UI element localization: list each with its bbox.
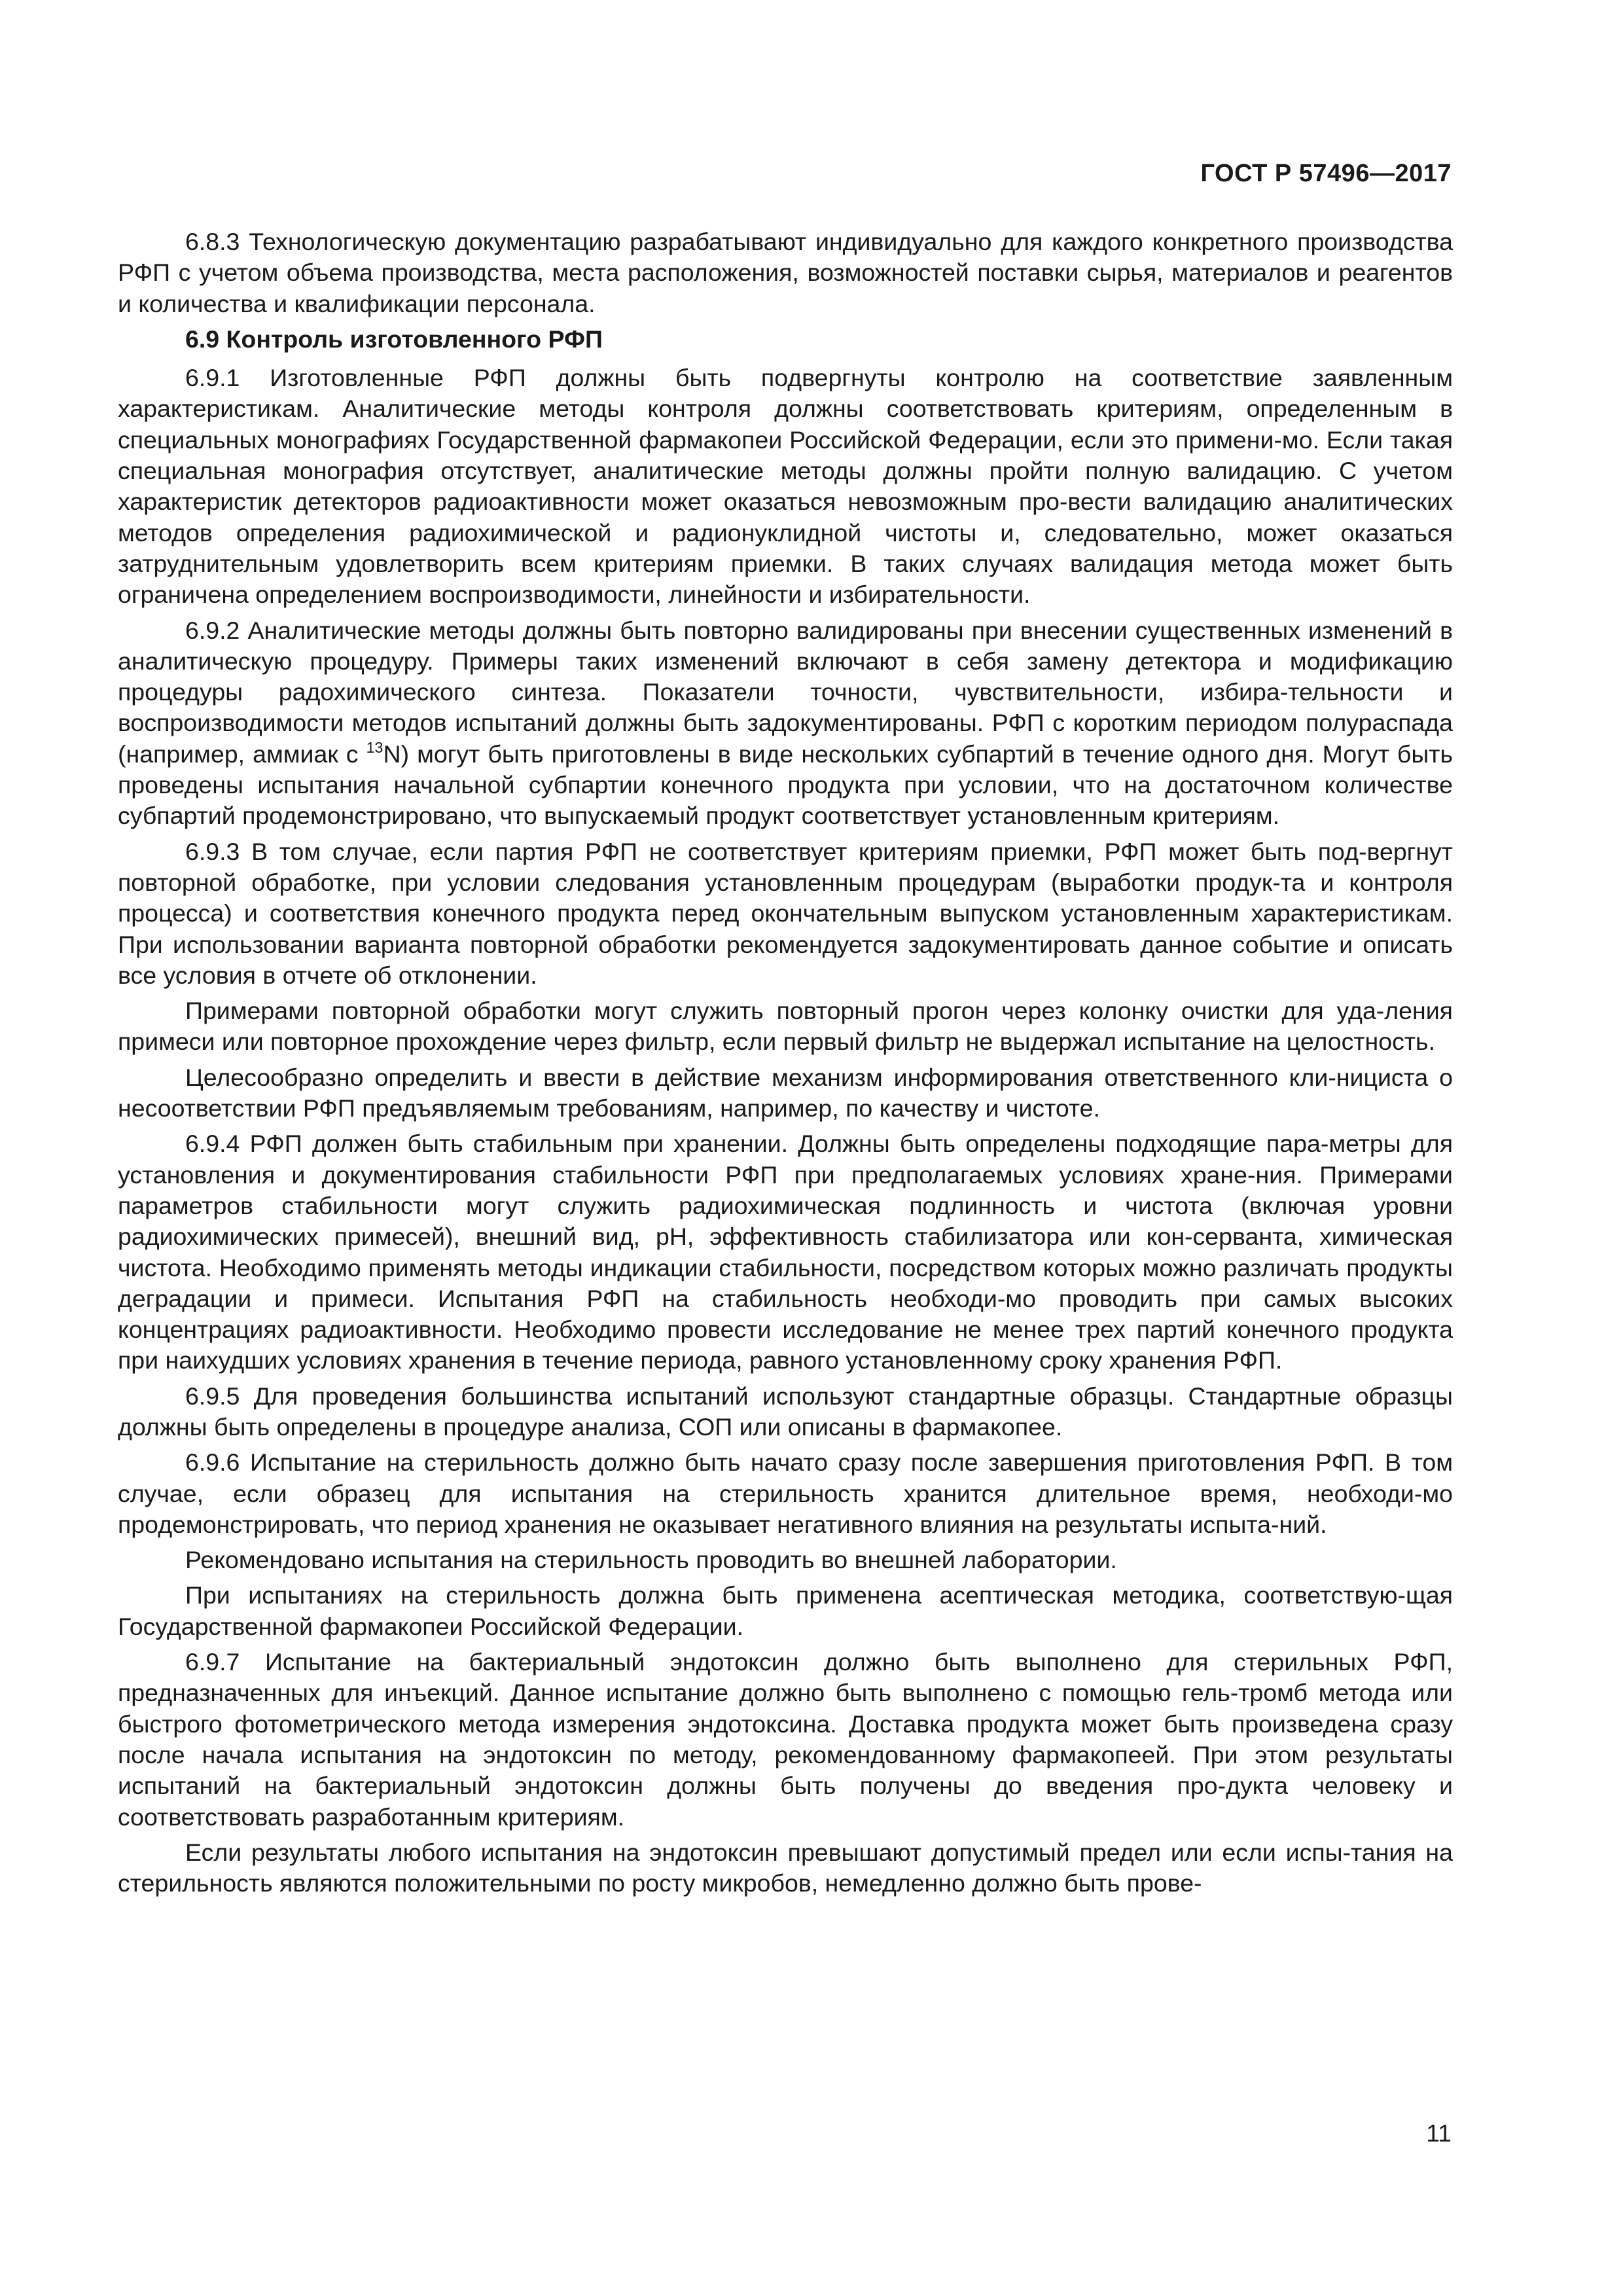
paragraph-6-9-4: 6.9.4 РФП должен быть стабильным при хранении. Должны быть определены подходящие пара-метры для установления и документирования стабильности РФП при предполагаемых условиях хране-ния. Примерами параметров стабильности могут служить радиохимическая подлинность и чистота (включая уровни радиохимических примесей), внешний вид, pH, эффективность стабилизатора или кон-серванта, химическая чистота. Необходимо применять методы индикации стабильности, посредством которых можно различать продукты деградации и примеси. Испытания РФП на стабильность необходи-мо проводить при самых высоких концентрациях радиоактивности. Необходимо провести исследование не менее трех партий конечного продукта при наихудших условиях хранения в течение периода, равного установленному сроку хранения РФП. [118,1130,1453,1374]
paragraph-inform-clinician: Целесообразно определить и ввести в действие механизм информирования ответственного кли-нициста о несоответствии РФП предъявляемым требованиям, например, по качеству и чистоте. [118,1063,1453,1122]
paragraph-6-8-3: 6.8.3 Технологическую документацию разрабатывают индивидуально для каждого конкретного производства РФП с учетом объема производства, места расположения, возможностей поставки сырья, материалов и реагентов и количества и квалификации персонала. [118,228,1453,317]
paragraph-6-9-6: 6.9.6 Испытание на стерильность должно быть начато сразу после завершения приготовления РФП. В том случае, если образец для испытания на стерильность хранится длительное время, необходи-мо продемонстрировать, что период хранения не оказывает негативного влияния на результаты испыта-ний. [118,1448,1453,1538]
standard-id-header: ГОСТ Р 57496—2017 [1200,160,1452,187]
isotope-mass-number: 13 [366,738,383,756]
paragraph-6-9-2 [118,615,1453,832]
paragraph-6-9-3: 6.9.3 В том случае, если партия РФП не соответствует критериям приемки, РФП может быть под-вергнут повторной обработке, при условии следования установленным процедурам (выработки продук-та и контроля процесса) и соответствия конечного продукта перед окончательным выпуском установленным характеристикам. При использовании варианта повторной обработки рекомендуется задокументировать данное событие и описать все условия в отчете об отклонении. [118,837,1453,989]
paragraph-exceed-limit: Если результаты любого испытания на эндотоксин превышают допустимый предел или если испы-тания на стерильность являются положительными по росту микробов, немедленно должно быть прове- [118,1838,1453,1897]
paragraph-6-9-2-part-b: N) могут быть приготовлены в виде нескольких субпартий в течение одного дня. Могут быть проведены испытания начальной субпартии конечного продукта при условии, что на достаточном количестве субпартий продемонстрировано, что выпускаемый продукт соответствует установленным критериям. [118,740,1453,830]
paragraph-6-9-7: 6.9.7 Испытание на бактериальный эндотоксин должно быть выполнено для стерильных РФП, предназначенных для инъекций. Данное испытание должно быть выполнено с помощью гель-тромб метода или быстрого фотометрического метода измерения эндотоксина. Доставка продукта может быть произведена сразу после начала испытания на эндотоксин по методу, рекомендованному фармакопеей. При этом результаты испытаний на бактериальный эндотоксин должны быть получены до введения про-дукта человеку и соответствовать разработанным критериям. [118,1648,1453,1831]
paragraph-aseptic: При испытаниях на стерильность должна быть применена асептическая методика, соответствую-щая Государственной фармакопеи Российской Федерации. [118,1581,1453,1640]
page-number: 11 [1426,2119,1452,2147]
paragraph-reprocess-examples: Примерами повторной обработки могут служить повторный прогон через колонку очистки для уда-ления примеси или повторное прохождение через фильтр, если первый фильтр не выдержал испытание на целостность. [118,997,1453,1056]
paragraph-external-lab: Рекомендовано испытания на стерильность проводить во внешней лаборатории. [185,1546,1117,1574]
paragraph-6-9-5: 6.9.5 Для проведения большинства испытаний используют стандартные образцы. Стандартные образцы должны быть определены в процедуре анализа, СОП или описаны в фармакопее. [118,1382,1453,1441]
document-body [118,226,1453,1903]
paragraph-6-9-2-part-a: 6.9.2 Аналитические методы должны быть повторно валидированы при внесении существенных изменений в аналитическую процедуру. Примеры таких изменений включают в себя замену детектора и модификацию процедуры радохимического синтеза. Показатели точности, чувствительности, избира-тельности и воспроизводимости методов испытаний должны быть задокументированы. РФП с коротким периодом полураспада (например, аммиак с [118,616,1453,768]
paragraph-6-9-1: 6.9.1 Изготовленные РФП должны быть подвергнуты контролю на соответствие заявленным характеристикам. Аналитические методы контроля должны соответствовать критериям, определенным в специальных монографиях Государственной фармакопеи Российской Федерации, если это примени-мо. Если такая специальная монография отсутствует, аналитические методы должны пройти полную валидацию. С учетом характеристик детекторов радиоактивности может оказаться невозможным про-вести валидацию аналитических методов определения радиохимической и радионуклидной чистоты и, следовательно, может оказаться затруднительным удовлетворить всем критериям приемки. В таких случаях валидация метода может быть ограничена определением воспроизводимости, линейности и избирательности. [118,364,1453,609]
section-heading-6-9: 6.9 Контроль изготовленного РФП [185,325,603,353]
